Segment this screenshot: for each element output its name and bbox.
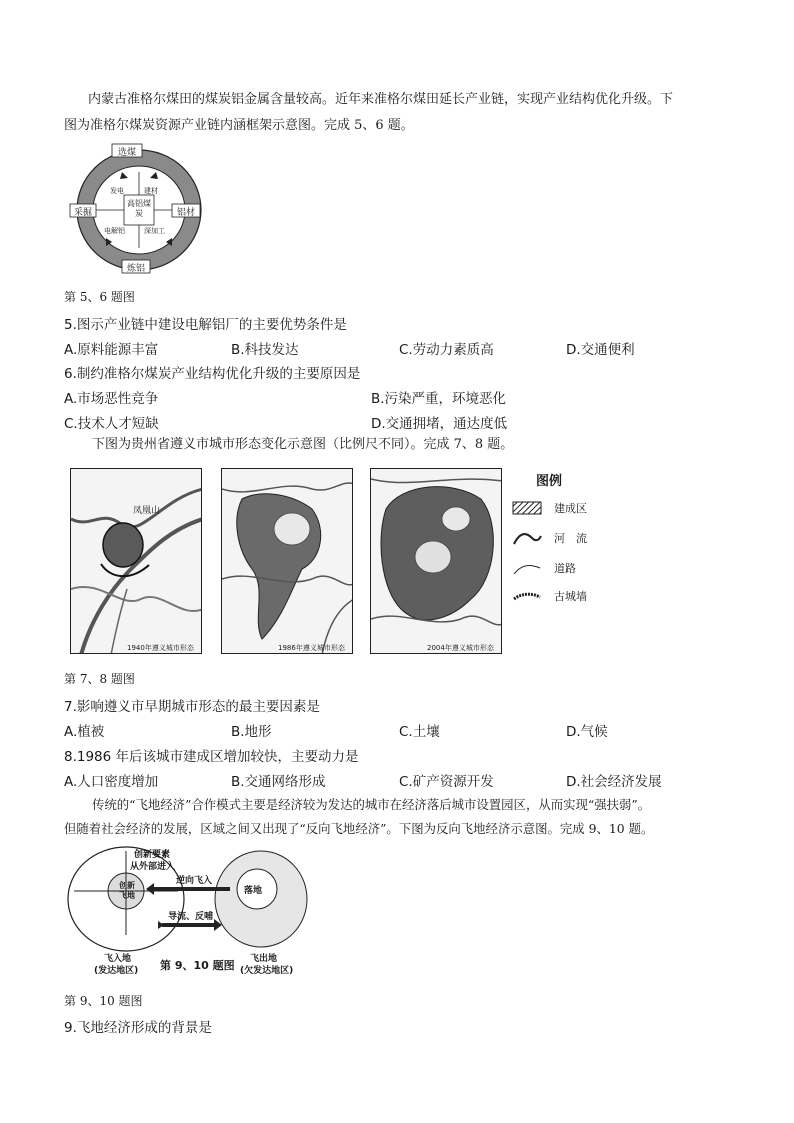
label-landing: 落地	[244, 886, 263, 896]
question-8-option-c[interactable]: C.矿产资源开发	[399, 774, 494, 790]
legend-built-label: 建成区	[554, 502, 587, 515]
question-7-option-b[interactable]: B.地形	[231, 724, 272, 740]
legend-item-road	[512, 560, 576, 576]
industry-chain-figure	[64, 142, 214, 276]
question-5-option-b[interactable]: B.科技发达	[231, 342, 299, 358]
label-developed-area: (发达地区)	[94, 966, 139, 976]
intro-paragraph-9-10-line2: 但随着社会经济的发展，区域之间又出现了“反向飞地经济”。下图为反向飞地经济示意图。完成 9、10 题。	[64, 821, 654, 836]
figure-caption-5-6: 第 5、6 题图	[64, 290, 135, 304]
reverse-enclave-figure	[64, 845, 314, 977]
figure-inner-caption-9-10: 第 9、10 题图	[160, 959, 235, 972]
question-7-option-d[interactable]: D.气候	[566, 724, 608, 740]
map-2004	[370, 468, 502, 654]
label-innovation-enclave: 创新飞地	[119, 881, 135, 900]
map-2004-drawing	[371, 469, 502, 654]
question-5-option-d[interactable]: D.交通便利	[566, 342, 635, 358]
legend-river-label: 河 流	[554, 532, 587, 545]
node-aluminum-smelting: 炼铝	[127, 264, 146, 274]
legend-title: 图例	[536, 474, 563, 489]
old-wall-line-icon	[512, 589, 542, 603]
node-deep-processing: 深加工	[144, 227, 165, 235]
node-electrolytic-aluminum: 电解铝	[104, 227, 125, 235]
question-7-option-a[interactable]: A.植被	[64, 724, 105, 740]
intro-paragraph-5-6-line2: 图为准格尔煤炭资源产业链内涵框架示意图。完成 5、6 题。	[64, 118, 414, 133]
figure-caption-9-10: 第 9、10 题图	[64, 994, 143, 1008]
map-1986-drawing	[222, 469, 353, 654]
question-5-option-a[interactable]: A.原料能源丰富	[64, 342, 159, 358]
node-mining: 采掘	[74, 208, 93, 218]
question-6-option-b[interactable]: B.污染严重，环境恶化	[371, 391, 507, 407]
legend-wall-label: 古城墙	[554, 590, 587, 603]
map-legend	[512, 470, 612, 620]
map-1940-drawing	[71, 469, 202, 654]
label-underdeveloped-area: (欠发达地区)	[240, 966, 294, 976]
built-area-swatch-icon	[512, 501, 542, 515]
map-1986-caption: 1986年遵义城市形态	[278, 644, 345, 652]
question-5-option-c[interactable]: C.劳动力素质高	[399, 342, 494, 358]
label-guide-feedback: 导流、反哺	[168, 912, 214, 922]
label-from-outside: 从外部进入	[130, 862, 176, 872]
intro-paragraph-9-10-line1: 传统的“飞地经济”合作模式主要是经济较为发达的城市在经济落后城市设置园区，从而实现“强扶弱”。	[92, 797, 651, 812]
question-6-option-c[interactable]: C.技术人才短缺	[64, 416, 159, 432]
question-6-option-d[interactable]: D.交通拥堵，通达度低	[371, 416, 508, 432]
label-innovation-elements: 创新要素	[134, 850, 171, 860]
map-2004-caption: 2004年遵义城市形态	[427, 644, 494, 652]
question-7-stem: 7.影响遵义市早期城市形态的最主要因素是	[64, 699, 320, 715]
question-6-stem: 6.制约准格尔煤炭产业结构优化升级的主要原因是	[64, 366, 361, 382]
river-line-icon	[512, 530, 542, 546]
legend-item-built-area	[512, 500, 587, 516]
label-fly-in-area: 飞入地	[104, 954, 132, 964]
node-aluminum-material: 铝材	[177, 208, 196, 218]
question-8-stem: 8.1986 年后该城市建成区增加较快，主要动力是	[64, 749, 359, 765]
question-8-option-b[interactable]: B.交通网络形成	[231, 774, 326, 790]
label-fenghuang-mountain: 凤凰山	[133, 506, 161, 516]
map-1986	[221, 468, 353, 654]
question-8-option-d[interactable]: D.社会经济发展	[566, 774, 662, 790]
figure-caption-7-8: 第 7、8 题图	[64, 672, 135, 686]
intro-paragraph-7-8: 下图为贵州省遵义市城市形态变化示意图（比例尺不同）。完成 7、8 题。	[92, 437, 514, 452]
node-building-materials: 建材	[144, 187, 158, 195]
road-line-icon	[512, 560, 542, 576]
label-reverse-fly-in: 逆向飞入	[176, 876, 213, 886]
legend-road-label: 道路	[554, 562, 576, 575]
question-7-option-c[interactable]: C.土壤	[399, 724, 440, 740]
map-1940-caption: 1940年遵义城市形态	[127, 644, 194, 652]
map-1940	[70, 468, 202, 654]
legend-item-river	[512, 530, 587, 546]
question-6-option-a[interactable]: A.市场恶性竞争	[64, 391, 159, 407]
center-high-alumina-coal: 高铝煤炭	[127, 199, 151, 218]
legend-item-old-wall	[512, 588, 587, 604]
label-fly-out-area: 飞出地	[250, 954, 278, 964]
question-9-stem: 9.飞地经济形成的背景是	[64, 1020, 212, 1036]
node-coal-washing: 选煤	[118, 148, 137, 158]
node-power-generation: 发电	[110, 187, 124, 195]
question-8-option-a[interactable]: A.人口密度增加	[64, 774, 159, 790]
question-5-stem: 5.图示产业链中建设电解铝厂的主要优势条件是	[64, 317, 347, 333]
intro-paragraph-5-6-line1: 内蒙古准格尔煤田的煤炭铝金属含量较高。近年来准格尔煤田延长产业链，实现产业结构优化升级。下	[88, 92, 674, 107]
